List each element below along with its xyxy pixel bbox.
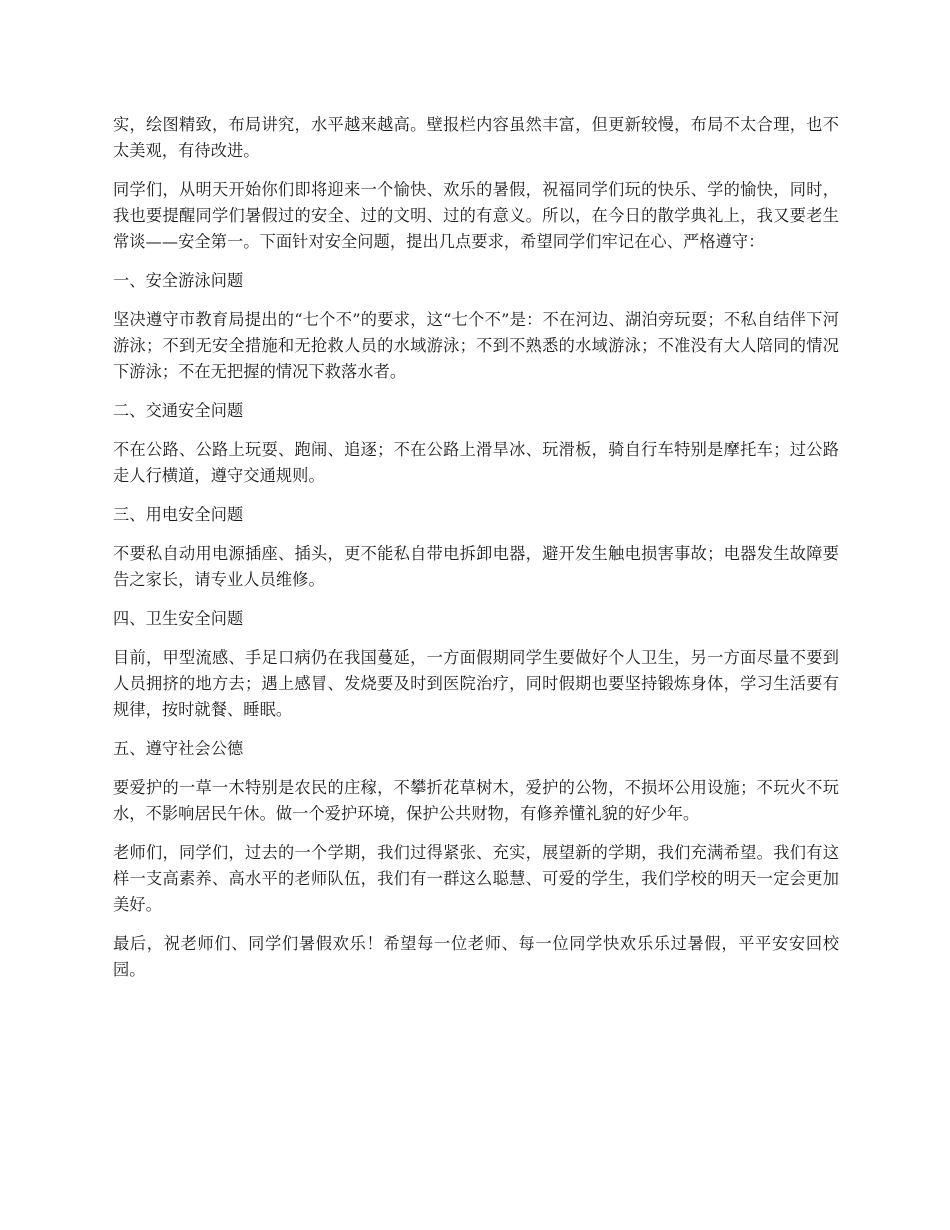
paragraph-continuation: 实，绘图精致，布局讲究，水平越来越高。壁报栏内容虽然丰富，但更新较慢，布局不太合理，也不太美观，有待改进。 — [113, 115, 839, 160]
document-body — [113, 112, 839, 996]
paragraph-electricity: 不要私自动用电源插座、插头，更不能私自带电拆卸电器，避开发生触电损害事故；电器发生故障要告之家长，请专业人员维修。 — [113, 544, 839, 589]
section-heading-hygiene: 四、卫生安全问题 — [113, 609, 244, 628]
section-heading-electricity: 三、用电安全问题 — [113, 505, 244, 524]
section-heading-public-morals: 五、遵守社会公德 — [113, 739, 244, 758]
paragraph-swimming: 坚决遵守市教育局提出的“七个不”的要求，这“七个不”是：不在河边、湖泊旁玩耍；不私自结伴下河游泳；不到无安全措施和无抢救人员的水域游泳；不到不熟悉的水域游泳；不准没有大人陪同的情况下游泳；不在无把握的情况下救落水者。 — [113, 310, 839, 381]
paragraph-closing: 老师们，同学们，过去的一个学期，我们过得紧张、充实，展望新的学期，我们充满希望。我们有这样一支高素养、高水平的老师队伍，我们有一群这么聪慧、可爱的学生，我们学校的明天一定会更加美好。 — [113, 843, 839, 914]
paragraph-intro: 同学们，从明天开始你们即将迎来一个愉快、欢乐的暑假，祝福同学们玩的快乐、学的愉快，同时，我也要提醒同学们暑假过的安全、过的文明、过的有意义。所以，在今日的散学典礼上，我又要老生常谈——安全第一。下面针对安全问题，提出几点要求，希望同学们牢记在心、严格遵守： — [113, 180, 839, 251]
section-heading-swimming: 一、安全游泳问题 — [113, 271, 244, 290]
paragraph-final-wishes: 最后，祝老师们、同学们暑假欢乐！希望每一位老师、每一位同学快欢乐乐过暑假，平平安安回校园。 — [113, 934, 839, 979]
paragraph-hygiene: 目前，甲型流感、手足口病仍在我国蔓延，一方面假期同学生要做好个人卫生，另一方面尽量不要到人员拥挤的地方去；遇上感冒、发烧要及时到医院治疗，同时假期也要坚持锻炼身体，学习生活要有规律，按时就餐、睡眠。 — [113, 648, 839, 719]
paragraph-traffic: 不在公路、公路上玩耍、跑闹、追逐；不在公路上滑旱冰、玩滑板，骑自行车特别是摩托车；过公路走人行横道，遵守交通规则。 — [113, 440, 839, 485]
section-heading-traffic: 二、交通安全问题 — [113, 401, 244, 420]
paragraph-public-morals: 要爱护的一草一木特别是农民的庄稼，不攀折花草树木，爱护的公物，不损坏公用设施；不玩火不玩水，不影响居民午休。做一个爱护环境，保护公共财物，有修养懂礼貌的好少年。 — [113, 778, 839, 823]
